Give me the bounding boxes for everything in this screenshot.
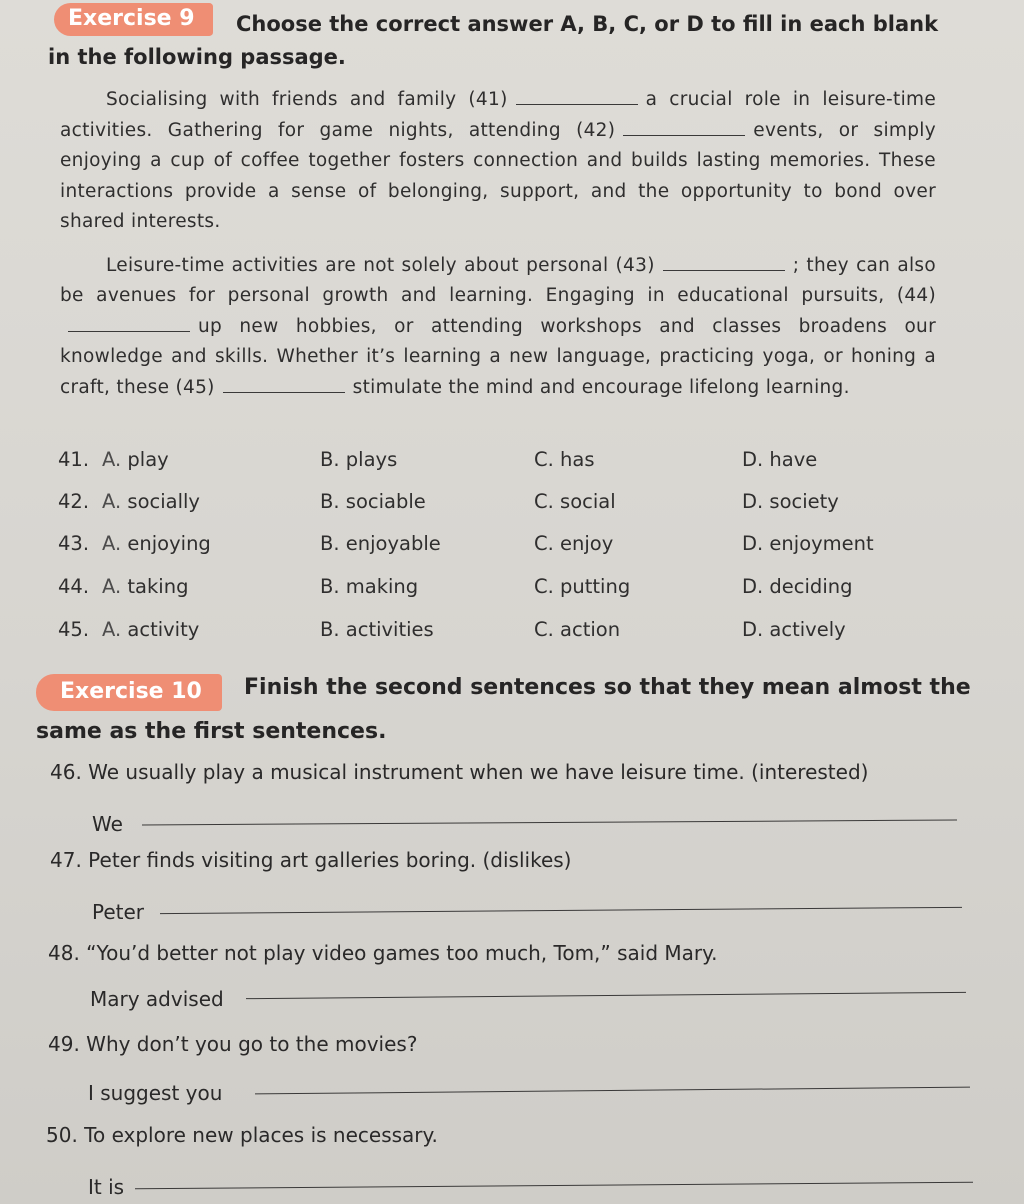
question-50-sentence: 50. To explore new places is necessary. <box>46 1123 438 1147</box>
question-48-starter: Mary advised <box>90 987 224 1011</box>
exercise-10-instruction-line1: Finish the second sentences so that they mean almost the <box>244 675 971 700</box>
question-49-sentence: 49. Why don’t you go to the movies? <box>48 1032 418 1056</box>
question-number: 44. <box>58 575 90 598</box>
p2-sentence-2: ; they can also be avenues for personal growth and learning. Engaging in educational pursuits, (44) <box>60 254 936 306</box>
option-b[interactable]: B. plays <box>320 448 398 471</box>
exercise-9-instruction-line1: Choose the correct answer A, B, C, or D to fill in each blank <box>236 12 939 36</box>
blank-42[interactable] <box>623 121 745 136</box>
blank-41[interactable] <box>516 90 638 105</box>
option-c[interactable]: C. social <box>534 490 616 513</box>
p2-sentence-3: up new hobbies, or attending workshops and classes broadens our knowledge and skills. Whether it’s learning a new language, practicing yoga, or honing a craft, these (45) <box>60 315 936 398</box>
exercise-10-instruction-line2: same as the first sentences. <box>36 719 387 744</box>
answer-line-48[interactable] <box>246 992 966 999</box>
option-b[interactable]: B. making <box>320 575 419 598</box>
option-d[interactable]: D. enjoyment <box>742 532 874 555</box>
blank-45[interactable] <box>223 378 345 393</box>
exercise-9-badge: Exercise 9 <box>54 3 213 36</box>
exercise-10-badge: Exercise 10 <box>36 674 222 711</box>
option-c[interactable]: C. enjoy <box>534 532 614 555</box>
question-48-sentence: 48. “You’d better not play video games too much, Tom,” said Mary. <box>48 941 718 965</box>
question-47-starter: Peter <box>92 900 145 924</box>
p1-sentence-1: Socialising with friends and family (41) <box>106 89 508 110</box>
passage-paragraph-2 <box>60 251 936 404</box>
exercise-9-instruction-line2: in the following passage. <box>48 45 346 69</box>
question-number: 43. <box>58 532 90 555</box>
question-46-sentence: 46. We usually play a musical instrument when we have leisure time. (interested) <box>50 760 869 784</box>
answer-line-49[interactable] <box>255 1087 970 1095</box>
option-a[interactable]: A. play <box>102 448 169 471</box>
option-a[interactable]: A. activity <box>102 618 200 641</box>
answer-line-47[interactable] <box>160 907 962 914</box>
option-b[interactable]: B. activities <box>320 618 434 641</box>
option-b[interactable]: B. sociable <box>320 490 426 513</box>
option-d[interactable]: D. society <box>742 490 839 513</box>
passage-paragraph-1 <box>60 85 936 238</box>
option-a[interactable]: A. socially <box>102 490 200 513</box>
question-number: 45. <box>58 618 90 641</box>
answer-line-50[interactable] <box>135 1182 973 1190</box>
option-d[interactable]: D. deciding <box>742 575 853 598</box>
option-a[interactable]: A. enjoying <box>102 532 211 555</box>
question-50-starter: It is <box>88 1175 125 1199</box>
option-d[interactable]: D. have <box>742 448 818 471</box>
blank-43[interactable] <box>663 256 785 271</box>
p1-sentence-3: events, or simply enjoying a cup of coffee together fosters connection and builds lasting memories. These interactions provide a sense of belonging, support, and the opportunity to bond over shared interests. <box>60 119 936 232</box>
p2-sentence-4: stimulate the mind and encourage lifelong learning. <box>352 376 850 398</box>
option-c[interactable]: C. action <box>534 618 621 641</box>
question-49-starter: I suggest you <box>88 1081 223 1105</box>
p2-sentence-1: Leisure-time activities are not solely about personal (43) <box>106 254 655 276</box>
option-d[interactable]: D. actively <box>742 618 846 641</box>
question-number: 41. <box>58 448 90 471</box>
question-47-sentence: 47. Peter finds visiting art galleries boring. (dislikes) <box>50 848 572 872</box>
blank-44[interactable] <box>68 317 190 332</box>
question-46-starter: We <box>92 812 123 836</box>
option-b[interactable]: B. enjoyable <box>320 532 441 555</box>
passage <box>60 85 936 416</box>
p1-sentence-2: a crucial role in leisure-time activities. Gathering for game nights, attending (42) <box>60 89 937 141</box>
answer-line-46[interactable] <box>142 820 957 826</box>
question-number: 42. <box>58 490 90 513</box>
option-c[interactable]: C. has <box>534 448 595 471</box>
option-a[interactable]: A. taking <box>102 575 189 598</box>
option-c[interactable]: C. putting <box>534 575 631 598</box>
